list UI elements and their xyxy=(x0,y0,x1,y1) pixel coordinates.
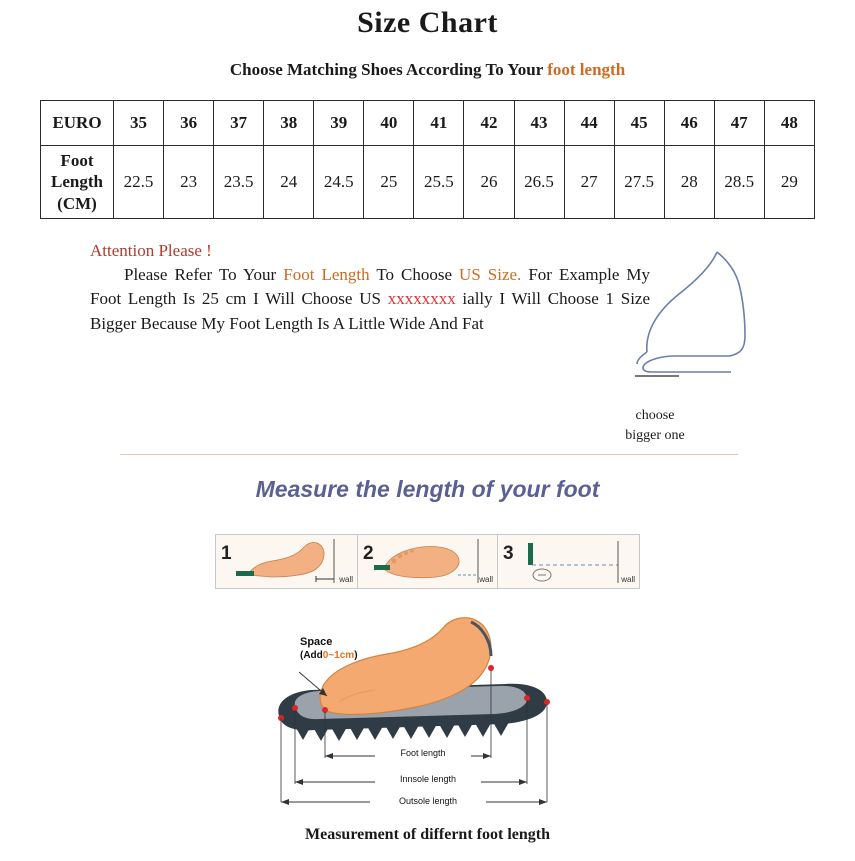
attention-us-size-highlight: US Size. xyxy=(459,264,522,284)
euro-cell: 36 xyxy=(164,101,214,146)
choose-bigger-line2: bigger one xyxy=(625,428,685,444)
foot-label-line3: (CM) xyxy=(57,193,97,213)
table-row-euro xyxy=(41,101,815,146)
euro-cell: 41 xyxy=(414,101,464,146)
space-add-close: ) xyxy=(354,649,358,661)
attention-title: Attention Please ! xyxy=(90,240,212,260)
choose-bigger-line1: choose xyxy=(635,408,675,423)
step-3-illustration xyxy=(498,535,638,588)
choose-bigger-note xyxy=(585,406,725,447)
step-2-number: 2 xyxy=(363,543,374,564)
euro-cell: 48 xyxy=(764,101,814,146)
space-add-prefix: (Add xyxy=(300,649,323,661)
page-title: Size Chart xyxy=(357,6,498,39)
size-table xyxy=(40,100,815,219)
foot-length-cell: 25 xyxy=(364,146,414,219)
euro-cell: 42 xyxy=(464,101,514,146)
step-2-wall-label: wall xyxy=(479,575,493,584)
table-row-foot-length xyxy=(41,146,815,219)
foot-length-cell: 24 xyxy=(264,146,314,219)
foot-length-cell: 28 xyxy=(664,146,714,219)
foot-length-cell: 23 xyxy=(164,146,214,219)
attention-block xyxy=(90,241,650,337)
size-table-wrap xyxy=(40,100,815,219)
measure-heading: Measure the length of your foot xyxy=(255,476,600,502)
euro-cell: 45 xyxy=(614,101,664,146)
foot-length-cell: 23.5 xyxy=(214,146,264,219)
measurement-caption: Measurement of differnt foot length xyxy=(305,826,550,843)
attention-line1a: Please Refer To Your xyxy=(124,264,284,284)
step-1-illustration xyxy=(216,535,356,588)
subtitle-highlight: foot length xyxy=(547,60,626,79)
size-chart-document xyxy=(0,6,855,861)
euro-cell: 43 xyxy=(514,101,564,146)
foot-shoe-illustration xyxy=(255,606,615,821)
step-3 xyxy=(498,534,640,589)
foot-length-cell: 26 xyxy=(464,146,514,219)
step-1 xyxy=(215,534,358,589)
foot-length-cell: 22.5 xyxy=(114,146,164,219)
foot-length-cell: 28.5 xyxy=(714,146,764,219)
foot-length-cell: 27 xyxy=(564,146,614,219)
foot-length-cell: 24.5 xyxy=(314,146,364,219)
step-2-illustration xyxy=(358,535,498,588)
euro-cell: 37 xyxy=(214,101,264,146)
step-1-number: 1 xyxy=(221,543,232,564)
dimension-label-foot-length: Foot length xyxy=(375,748,471,758)
euro-cell: 46 xyxy=(664,101,714,146)
space-label-text: Space xyxy=(300,636,333,648)
measure-steps xyxy=(215,534,640,591)
attention-line1c: To Choose xyxy=(369,264,453,284)
attention-foot-length-highlight: Foot Length xyxy=(283,264,370,284)
dimension-label-outsole-length: Outsole length xyxy=(370,796,486,806)
attention-us-size-placeholder: xxxxxxxx xyxy=(387,289,456,309)
row-header-foot-length xyxy=(41,146,114,219)
page-subtitle xyxy=(0,60,855,80)
euro-cell: 47 xyxy=(714,101,764,146)
euro-cell: 39 xyxy=(314,101,364,146)
foot-label-line2: Length xyxy=(51,172,103,192)
euro-cell: 38 xyxy=(264,101,314,146)
attention-line4: Bigger Because My Foot Length Is A Little Wide xyxy=(90,314,426,334)
euro-cell: 40 xyxy=(364,101,414,146)
dimension-label-insole-length: Innsole length xyxy=(375,774,481,784)
row-header-euro: EURO xyxy=(41,101,114,146)
step-1-wall-label: wall xyxy=(339,575,353,584)
foot-length-cell: 27.5 xyxy=(614,146,664,219)
foot-label-line1: Foot xyxy=(60,151,94,170)
attention-line5: And Fat xyxy=(428,314,484,334)
foot-length-cell: 25.5 xyxy=(414,146,464,219)
attention-line3c: ially I Will Choose 1 Size xyxy=(455,289,651,309)
section-divider xyxy=(120,454,738,455)
euro-cell: 44 xyxy=(564,101,614,146)
attention-body xyxy=(90,263,650,337)
foot-length-cell: 29 xyxy=(764,146,814,219)
subtitle-text: Choose Matching Shoes According To Your xyxy=(229,60,548,79)
foot-outline-icon xyxy=(635,244,825,384)
attention-line3a: Will Choose US xyxy=(265,289,388,309)
step-2 xyxy=(358,534,498,589)
foot-length-cell: 26.5 xyxy=(514,146,564,219)
euro-cell: 35 xyxy=(114,101,164,146)
attention-line2b: For Example My Foot Length Is 25 cm I xyxy=(90,264,651,309)
step-3-wall-label: wall xyxy=(621,575,635,584)
step-3-number: 3 xyxy=(503,543,514,564)
space-add-range: 0~1cm xyxy=(322,649,355,661)
